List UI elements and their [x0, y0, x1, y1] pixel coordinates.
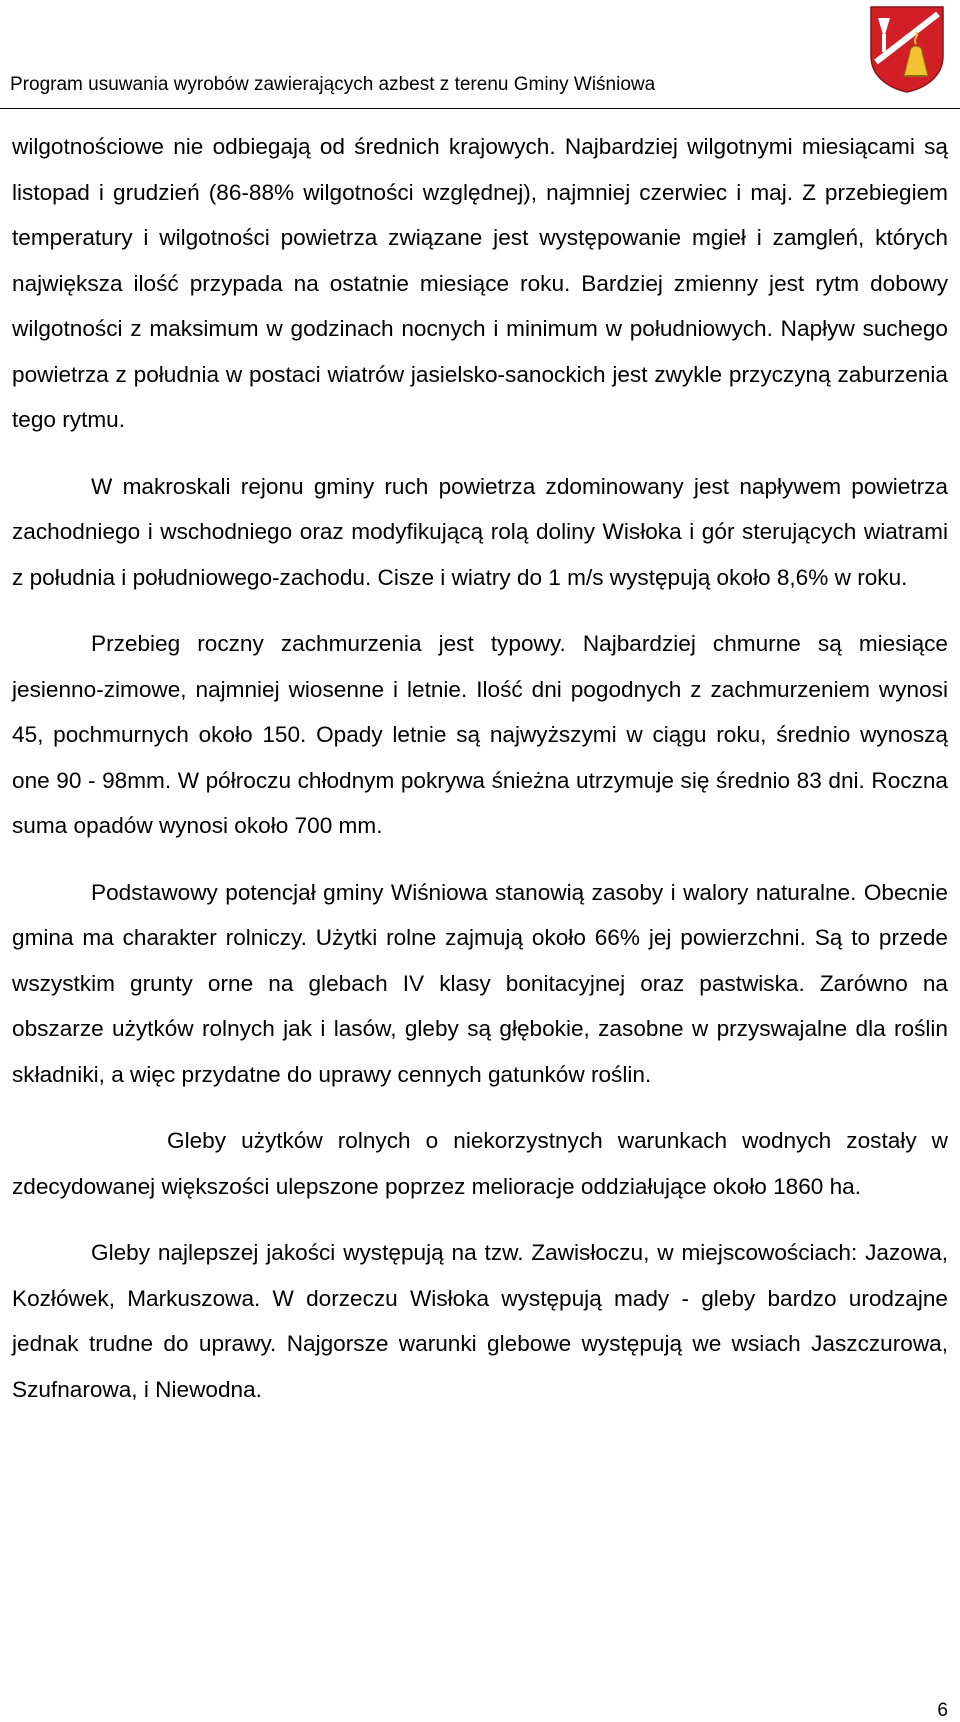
coat-of-arms-icon [868, 4, 946, 94]
paragraph: W makroskali rejonu gminy ruch powietrza zdominowany jest napływem powietrza zachodniego i wschodniego oraz modyfikującą rolą doliny Wisłoka i gór sterujących wiatrami z południa i południowego-zachodu. Cisze i wiatry do 1 m/s występują około 8,6% w roku. [12, 473, 948, 590]
paragraph: Gleby użytków rolnych o niekorzystnych warunkach wodnych zostały w zdecydowanej większości ulepszone poprzez melioracje oddziałujące około 1860 ha. [12, 1128, 948, 1199]
document-header-title: Program usuwania wyrobów zawierających azbest z terenu Gminy Wiśniowa [10, 74, 656, 95]
document-body [12, 124, 948, 1412]
header-divider [0, 108, 960, 109]
paragraph: wilgotnościowe nie odbiegają od średnich krajowych. Najbardziej wilgotnymi miesiącami są listopad i grudzień (86-88% wilgotności względnej), najmniej czerwiec i maj. Z przebiegiem temperatury i wilgotności powietrza związane jest występowanie mgieł i zamgleń, których największa ilość przypada na ostatnie miesiące roku. Bardziej zmienny jest rytm dobowy wilgotności z maksimum w godzinach nocnych i minimum w południowych. Napływ suchego powietrza z południa w postaci wiatrów jasielsko-sanockich jest zwykle przyczyną zaburzenia tego rytmu. [12, 134, 948, 432]
paragraph: Przebieg roczny zachmurzenia jest typowy. Najbardziej chmurne są miesiące jesienno-zimowe, najmniej wiosenne i letnie. Ilość dni pogodnych z zachmurzeniem wynosi 45, pochmurnych około 150. Opady letnie są najwyższymi w ciągu roku, średnio wynoszą one 90 - 98mm. W półroczu chłodnym pokrywa śnieżna utrzymuje się średnio 83 dni. Roczna suma opadów wynosi około 700 mm. [12, 631, 948, 838]
paragraph: Podstawowy potencjał gminy Wiśniowa stanowią zasoby i walory naturalne. Obecnie gmina ma charakter rolniczy. Użytki rolne zajmują około 66% jej powierzchni. Są to przede wszystkim grunty orne na glebach IV klasy bonitacyjnej oraz pastwiska. Zarówno na obszarze użytków rolnych jak i lasów, gleby są głębokie, zasobne w przyswajalne dla roślin składniki, a więc przydatne do uprawy cennych gatunków roślin. [12, 879, 948, 1087]
paragraph: Gleby najlepszej jakości występują na tzw. Zawisłoczu, w miejscowościach: Jazowa, Kozłówek, Markuszowa. W dorzeczu Wisłoka występują mady - gleby bardzo urodzajne jednak trudne do uprawy. Najgorsze warunki glebowe występują we wsiach Jaszczurowa, Szufnarowa, i Niewodna. [12, 1240, 948, 1402]
page-number: 6 [937, 1700, 948, 1721]
